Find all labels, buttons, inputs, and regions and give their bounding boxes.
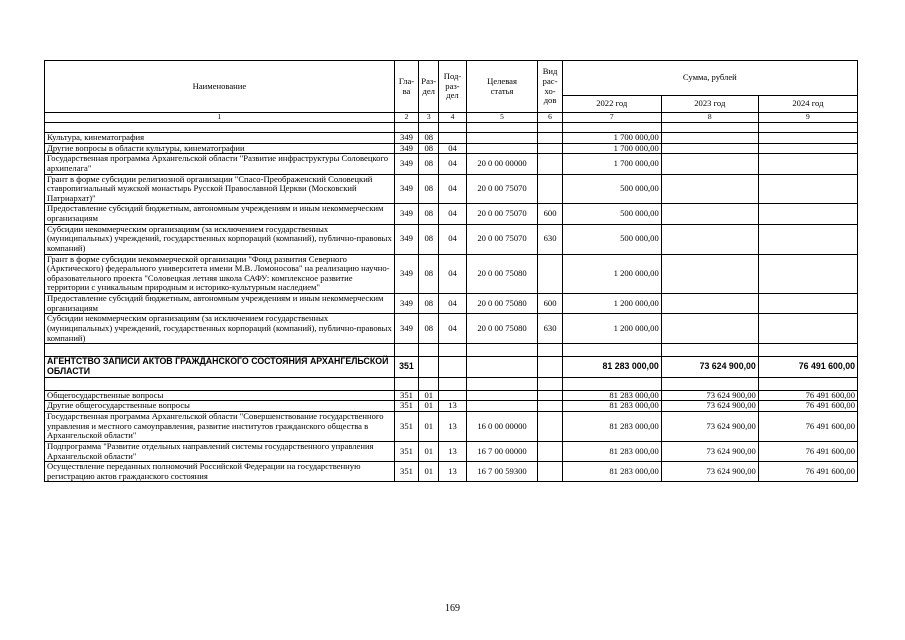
empty-cell — [419, 377, 439, 390]
header-2024: 2024 год — [758, 96, 857, 113]
col-num: 6 — [538, 113, 562, 123]
row-podrazdel: 13 — [439, 401, 466, 412]
empty-cell — [466, 377, 538, 390]
row-glava: 349 — [394, 143, 418, 154]
row-sum-2022: 500 000,00 — [562, 204, 661, 224]
row-name: Другие вопросы в области культуры, кинематографии — [45, 143, 395, 154]
header-2022: 2022 год — [562, 96, 661, 113]
row-name: Предоставление субсидий бюджетным, автономным учреждениям и иным некоммерческим организациям — [45, 294, 395, 314]
header-name: Наименование — [45, 61, 395, 113]
row-glava: 349 — [394, 174, 418, 204]
row-glava: 349 — [394, 204, 418, 224]
row-target: 20 0 00 75080 — [466, 294, 538, 314]
row-glava: 351 — [394, 412, 418, 442]
header-2023: 2023 год — [661, 96, 758, 113]
header-vid: Вид рас- хо- дов — [538, 61, 562, 113]
row-name: Субсидии некоммерческим организациям (за исключением государственных (муниципальных) учреждений, государственных корпораций (компаний), публично-правовых компаний) — [45, 314, 395, 344]
row-razdel: 08 — [419, 224, 439, 254]
header-podrazdel: Под- раз- дел — [439, 61, 466, 113]
row-sum-2023 — [661, 254, 758, 294]
row-target: 16 0 00 00000 — [466, 412, 538, 442]
row-vid — [538, 401, 562, 412]
row-glava: 349 — [394, 254, 418, 294]
row-sum-2022: 81 283 000,00 — [562, 390, 661, 401]
row-sum-2024 — [758, 143, 857, 154]
header-target: Целевая статья — [466, 61, 538, 113]
row-vid — [538, 143, 562, 154]
row-glava: 349 — [394, 314, 418, 344]
row-target: 20 0 00 75070 — [466, 224, 538, 254]
header-sum: Сумма, рублей — [562, 61, 857, 96]
agency-name: АГЕНТСТВО ЗАПИСИ АКТОВ ГРАЖДАНСКОГО СОСТОЯНИЯ АРХАНГЕЛЬСКОЙ ОБЛАСТИ — [45, 357, 395, 378]
row-podrazdel — [439, 390, 466, 401]
row-sum-2022: 1 200 000,00 — [562, 314, 661, 344]
row-name: Государственная программа Архангельской области "Совершенствование государственного управления и местного самоуправления, развитие институтов гражданского общества в Архангельской области" — [45, 412, 395, 442]
row-target: 20 0 00 75070 — [466, 174, 538, 204]
row-sum-2023: 73 624 900,00 — [661, 390, 758, 401]
col-num: 9 — [758, 113, 857, 123]
row-podrazdel: 13 — [439, 441, 466, 461]
col-num: 2 — [394, 113, 418, 123]
row-vid — [538, 254, 562, 294]
row-vid — [538, 462, 562, 482]
row-sum-2022: 500 000,00 — [562, 224, 661, 254]
page-number: 169 — [445, 603, 460, 614]
row-sum-2023 — [661, 154, 758, 174]
spacer-row — [45, 344, 858, 357]
row-sum-2022: 1 700 000,00 — [562, 143, 661, 154]
row-name: Грант в форме субсидии религиозной организации "Спасо-Преображенский Соловецкий ставропигиальный мужской монастырь Русской Православной Церкви (Московский Патриархат)" — [45, 174, 395, 204]
empty-cell — [45, 344, 395, 357]
row-target: 16 7 00 00000 — [466, 441, 538, 461]
row-name: Субсидии некоммерческим организациям (за исключением государственных (муниципальных) учреждений, государственных корпораций (компаний), публично-правовых компаний) — [45, 224, 395, 254]
row-sum-2023: 73 624 900,00 — [661, 401, 758, 412]
row-name: Государственная программа Архангельской области "Развитие инфраструктуры Соловецкого архипелага" — [45, 154, 395, 174]
col-num: 4 — [439, 113, 466, 123]
row-sum-2024 — [758, 254, 857, 294]
table-row — [45, 224, 858, 254]
row-sum-2022: 81 283 000,00 — [562, 412, 661, 442]
col-num: 1 — [45, 113, 395, 123]
row-sum-2024 — [758, 154, 857, 174]
table-row — [45, 133, 858, 144]
empty-cell — [661, 344, 758, 357]
row-sum-2024 — [758, 224, 857, 254]
row-razdel: 08 — [419, 174, 439, 204]
row-sum-2024 — [758, 133, 857, 144]
row-target — [466, 401, 538, 412]
row-glava: 351 — [394, 401, 418, 412]
row-sum-2024: 76 491 600,00 — [758, 412, 857, 442]
table-row — [45, 174, 858, 204]
row-vid — [538, 390, 562, 401]
row-sum-2024: 76 491 600,00 — [758, 390, 857, 401]
row-podrazdel: 04 — [439, 174, 466, 204]
spacer-row — [45, 123, 858, 133]
agency-sum-2022: 81 283 000,00 — [562, 357, 661, 378]
table-row — [45, 441, 858, 461]
row-vid: 630 — [538, 314, 562, 344]
table-row — [45, 154, 858, 174]
row-target: 20 0 00 75070 — [466, 204, 538, 224]
empty-cell — [419, 357, 439, 378]
row-podrazdel: 13 — [439, 462, 466, 482]
row-glava: 351 — [394, 390, 418, 401]
empty-cell — [394, 377, 418, 390]
budget-table — [44, 60, 858, 482]
row-sum-2022: 81 283 000,00 — [562, 401, 661, 412]
row-name: Подпрограмма "Развитие отдельных направлений системы государственного управления Архангельской области" — [45, 441, 395, 461]
row-target: 20 0 00 75080 — [466, 254, 538, 294]
row-sum-2022: 1 700 000,00 — [562, 154, 661, 174]
empty-cell — [45, 377, 395, 390]
col-num: 5 — [466, 113, 538, 123]
empty-cell — [562, 377, 661, 390]
row-vid — [538, 133, 562, 144]
row-razdel: 08 — [419, 294, 439, 314]
row-vid — [538, 441, 562, 461]
empty-cell — [538, 377, 562, 390]
agency-glava: 351 — [394, 357, 418, 378]
table-row — [45, 390, 858, 401]
row-razdel: 08 — [419, 254, 439, 294]
table-row — [45, 254, 858, 294]
row-vid — [538, 412, 562, 442]
row-vid: 630 — [538, 224, 562, 254]
row-glava: 351 — [394, 441, 418, 461]
row-podrazdel: 04 — [439, 254, 466, 294]
header-glava: Гла- ва — [394, 61, 418, 113]
row-razdel: 01 — [419, 462, 439, 482]
row-name: Предоставление субсидий бюджетным, автономным учреждениям и иным некоммерческим организациям — [45, 204, 395, 224]
col-num: 8 — [661, 113, 758, 123]
row-vid: 600 — [538, 294, 562, 314]
empty-cell — [538, 357, 562, 378]
row-razdel: 08 — [419, 314, 439, 344]
empty-cell — [661, 377, 758, 390]
row-target — [466, 133, 538, 144]
col-num: 7 — [562, 113, 661, 123]
row-razdel: 01 — [419, 441, 439, 461]
empty-cell — [538, 344, 562, 357]
row-target — [466, 390, 538, 401]
row-target: 20 0 00 75080 — [466, 314, 538, 344]
row-razdel: 08 — [419, 133, 439, 144]
empty-cell — [419, 344, 439, 357]
table-row — [45, 294, 858, 314]
row-sum-2023 — [661, 204, 758, 224]
table-row — [45, 314, 858, 344]
row-name: Грант в форме субсидии некоммерческой организации "Фонд развития Северного (Арктического) федерального университета имени М.В. Ломоносова" на реализацию научно-образовательного проекта "Соловецкая летняя школа САФУ: комплексное развитие территории с уникальным природным и историко-культурным наследием" — [45, 254, 395, 294]
row-sum-2024 — [758, 174, 857, 204]
row-sum-2023 — [661, 174, 758, 204]
row-glava: 349 — [394, 133, 418, 144]
row-sum-2024: 76 491 600,00 — [758, 401, 857, 412]
table-row — [45, 462, 858, 482]
row-sum-2022: 1 200 000,00 — [562, 294, 661, 314]
row-sum-2023 — [661, 143, 758, 154]
row-sum-2024 — [758, 314, 857, 344]
row-podrazdel: 13 — [439, 412, 466, 442]
row-sum-2024: 76 491 600,00 — [758, 462, 857, 482]
table-row — [45, 401, 858, 412]
empty-cell — [394, 344, 418, 357]
column-number-row — [45, 113, 858, 123]
table-row — [45, 143, 858, 154]
col-num: 3 — [419, 113, 439, 123]
row-sum-2023: 73 624 900,00 — [661, 441, 758, 461]
row-podrazdel: 04 — [439, 204, 466, 224]
row-sum-2022: 1 200 000,00 — [562, 254, 661, 294]
row-razdel: 01 — [419, 390, 439, 401]
row-sum-2022: 81 283 000,00 — [562, 441, 661, 461]
row-sum-2023 — [661, 314, 758, 344]
header-razdel: Раз- дел — [419, 61, 439, 113]
row-sum-2023 — [661, 294, 758, 314]
row-vid — [538, 154, 562, 174]
table-row — [45, 204, 858, 224]
row-glava: 349 — [394, 224, 418, 254]
row-podrazdel — [439, 133, 466, 144]
row-sum-2024: 76 491 600,00 — [758, 441, 857, 461]
empty-cell — [466, 344, 538, 357]
row-podrazdel: 04 — [439, 154, 466, 174]
agency-row — [45, 357, 858, 378]
row-podrazdel: 04 — [439, 314, 466, 344]
row-target — [466, 143, 538, 154]
empty-cell — [758, 377, 857, 390]
row-podrazdel: 04 — [439, 143, 466, 154]
row-vid: 600 — [538, 204, 562, 224]
row-sum-2023: 73 624 900,00 — [661, 412, 758, 442]
row-glava: 349 — [394, 154, 418, 174]
empty-cell — [466, 357, 538, 378]
row-glava: 349 — [394, 294, 418, 314]
row-razdel: 08 — [419, 143, 439, 154]
agency-sum-2023: 73 624 900,00 — [661, 357, 758, 378]
empty-cell — [758, 344, 857, 357]
row-sum-2022: 500 000,00 — [562, 174, 661, 204]
table-row — [45, 412, 858, 442]
row-razdel: 08 — [419, 154, 439, 174]
row-name: Другие общегосударственные вопросы — [45, 401, 395, 412]
row-name: Осуществление переданных полномочий Российской Федерации на государственную регистрацию актов гражданского состояния — [45, 462, 395, 482]
row-target: 16 7 00 59300 — [466, 462, 538, 482]
row-sum-2023 — [661, 224, 758, 254]
empty-cell — [439, 344, 466, 357]
row-sum-2022: 1 700 000,00 — [562, 133, 661, 144]
row-sum-2024 — [758, 204, 857, 224]
row-glava: 351 — [394, 462, 418, 482]
row-sum-2023: 73 624 900,00 — [661, 462, 758, 482]
row-name: Культура, кинематография — [45, 133, 395, 144]
empty-cell — [439, 377, 466, 390]
row-sum-2024 — [758, 294, 857, 314]
empty-cell — [562, 344, 661, 357]
agency-sum-2024: 76 491 600,00 — [758, 357, 857, 378]
row-sum-2023 — [661, 133, 758, 144]
row-razdel: 01 — [419, 401, 439, 412]
row-sum-2022: 81 283 000,00 — [562, 462, 661, 482]
spacer-row — [45, 377, 858, 390]
row-podrazdel: 04 — [439, 294, 466, 314]
row-podrazdel: 04 — [439, 224, 466, 254]
empty-cell — [439, 357, 466, 378]
row-target: 20 0 00 00000 — [466, 154, 538, 174]
row-razdel: 01 — [419, 412, 439, 442]
row-name: Общегосударственные вопросы — [45, 390, 395, 401]
row-razdel: 08 — [419, 204, 439, 224]
row-vid — [538, 174, 562, 204]
